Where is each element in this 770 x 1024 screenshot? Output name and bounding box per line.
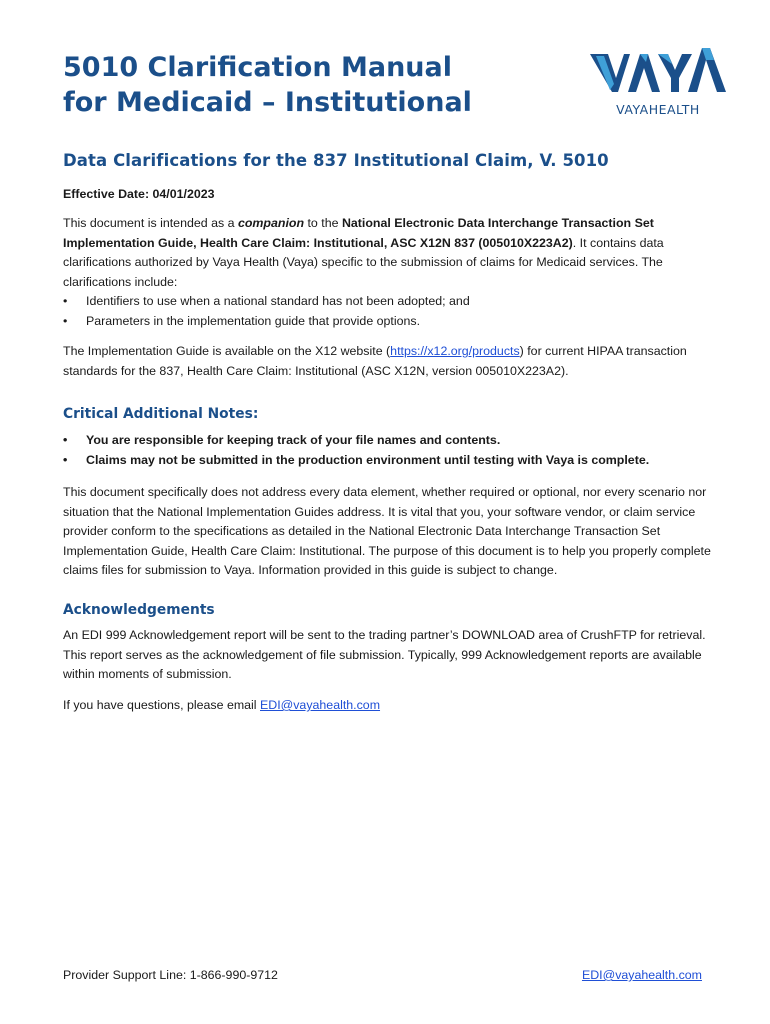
list-item-text: Identifiers to use when a national standard has not been adopted; and: [86, 294, 470, 308]
logo-text: VAYAHEALTH: [616, 102, 700, 117]
scope-paragraph: This document specifically does not address every data element, whether required or optional, nor every scenario nor situation that the National Implementation Guides address. It is vital that you, your software vendor, or claim service provider conform to the specifications as detailed in the National Electronic Data Interchange Transaction Set Implementation Guide, Health Care Claim: Institutional. The purpose of this document is to help you properly complete claims files for submission to Vaya. Information provided in this guide is subject to change.: [63, 485, 711, 577]
bullet-icon: •: [63, 433, 68, 447]
acknowledgements-paragraph: An EDI 999 Acknowledgement report will be sent to the trading partner’s DOWNLOAD area of CrushFTP for retrieval. This report serves as the acknowledgement of file submission. Typically, 999 Acknowledgement reports are available within moments of submission.: [63, 628, 706, 681]
list-item: [63, 451, 713, 471]
clarifications-list: [63, 292, 713, 331]
footer-support-line: Provider Support Line: 1-866-990-9712: [63, 968, 278, 982]
questions-text: If you have questions, please email: [63, 698, 260, 712]
bullet-icon: •: [63, 313, 68, 328]
x12-products-link[interactable]: https://x12.org/products: [390, 344, 520, 358]
email-link[interactable]: EDI@vayahealth.com: [260, 698, 381, 712]
critical-notes-list: [63, 431, 713, 470]
list-item-text: Claims may not be submitted in the production environment until testing with Vaya is complete.: [86, 452, 650, 467]
bullet-icon: •: [63, 294, 68, 308]
vaya-logo-icon: [588, 44, 728, 96]
list-item: [63, 292, 713, 312]
intro-text-5: . It contains data clarifications authorized by Vaya Health (Vaya) specific to the submission of claims for Medicaid services. The clarifications include:: [63, 235, 664, 289]
list-item-text: Parameters in the implementation guide that provide options.: [86, 313, 421, 328]
intro-text-1: This document is intended as a: [63, 216, 238, 230]
guide-paragraph: [63, 342, 713, 381]
list-item: [63, 431, 713, 451]
title-line-1: 5010 Clarification Manual: [63, 52, 452, 83]
intro-text-3: to the: [304, 216, 342, 230]
guide-text-2: ) for current HIPAA transaction standards for the 837, Health Care Claim: Institutional (ASC X12N, version 005010X223A2).: [63, 344, 687, 378]
bullet-icon: •: [63, 452, 68, 467]
document-subtitle: Data Clarifications for the 837 Institutional Claim, V. 5010: [63, 151, 609, 170]
intro-paragraph: [63, 214, 713, 292]
title-line-2: for Medicaid – Institutional: [63, 87, 472, 118]
page-title: [63, 50, 472, 120]
list-item-text: You are responsible for keeping track of your file names and contents.: [86, 433, 501, 447]
list-item: [63, 312, 713, 332]
footer-email-link[interactable]: EDI@vayahealth.com: [581, 968, 702, 982]
vaya-health-logo: [588, 44, 728, 122]
effective-date: Effective Date: 04/01/2023: [63, 187, 215, 201]
acknowledgements-heading: Acknowledgements: [63, 602, 215, 618]
critical-notes-heading: Critical Additional Notes:: [63, 406, 259, 422]
guide-text-1: The Implementation Guide is available on the X12 website (: [63, 344, 391, 358]
questions-paragraph: [63, 696, 713, 716]
intro-companion: companion: [237, 216, 305, 230]
intro-guide-title: National Electronic Data Interchange Transaction Set Implementation Guide, Health Care Claim: Institutional, ASC X12N 837 (005010X223A2): [63, 216, 654, 250]
